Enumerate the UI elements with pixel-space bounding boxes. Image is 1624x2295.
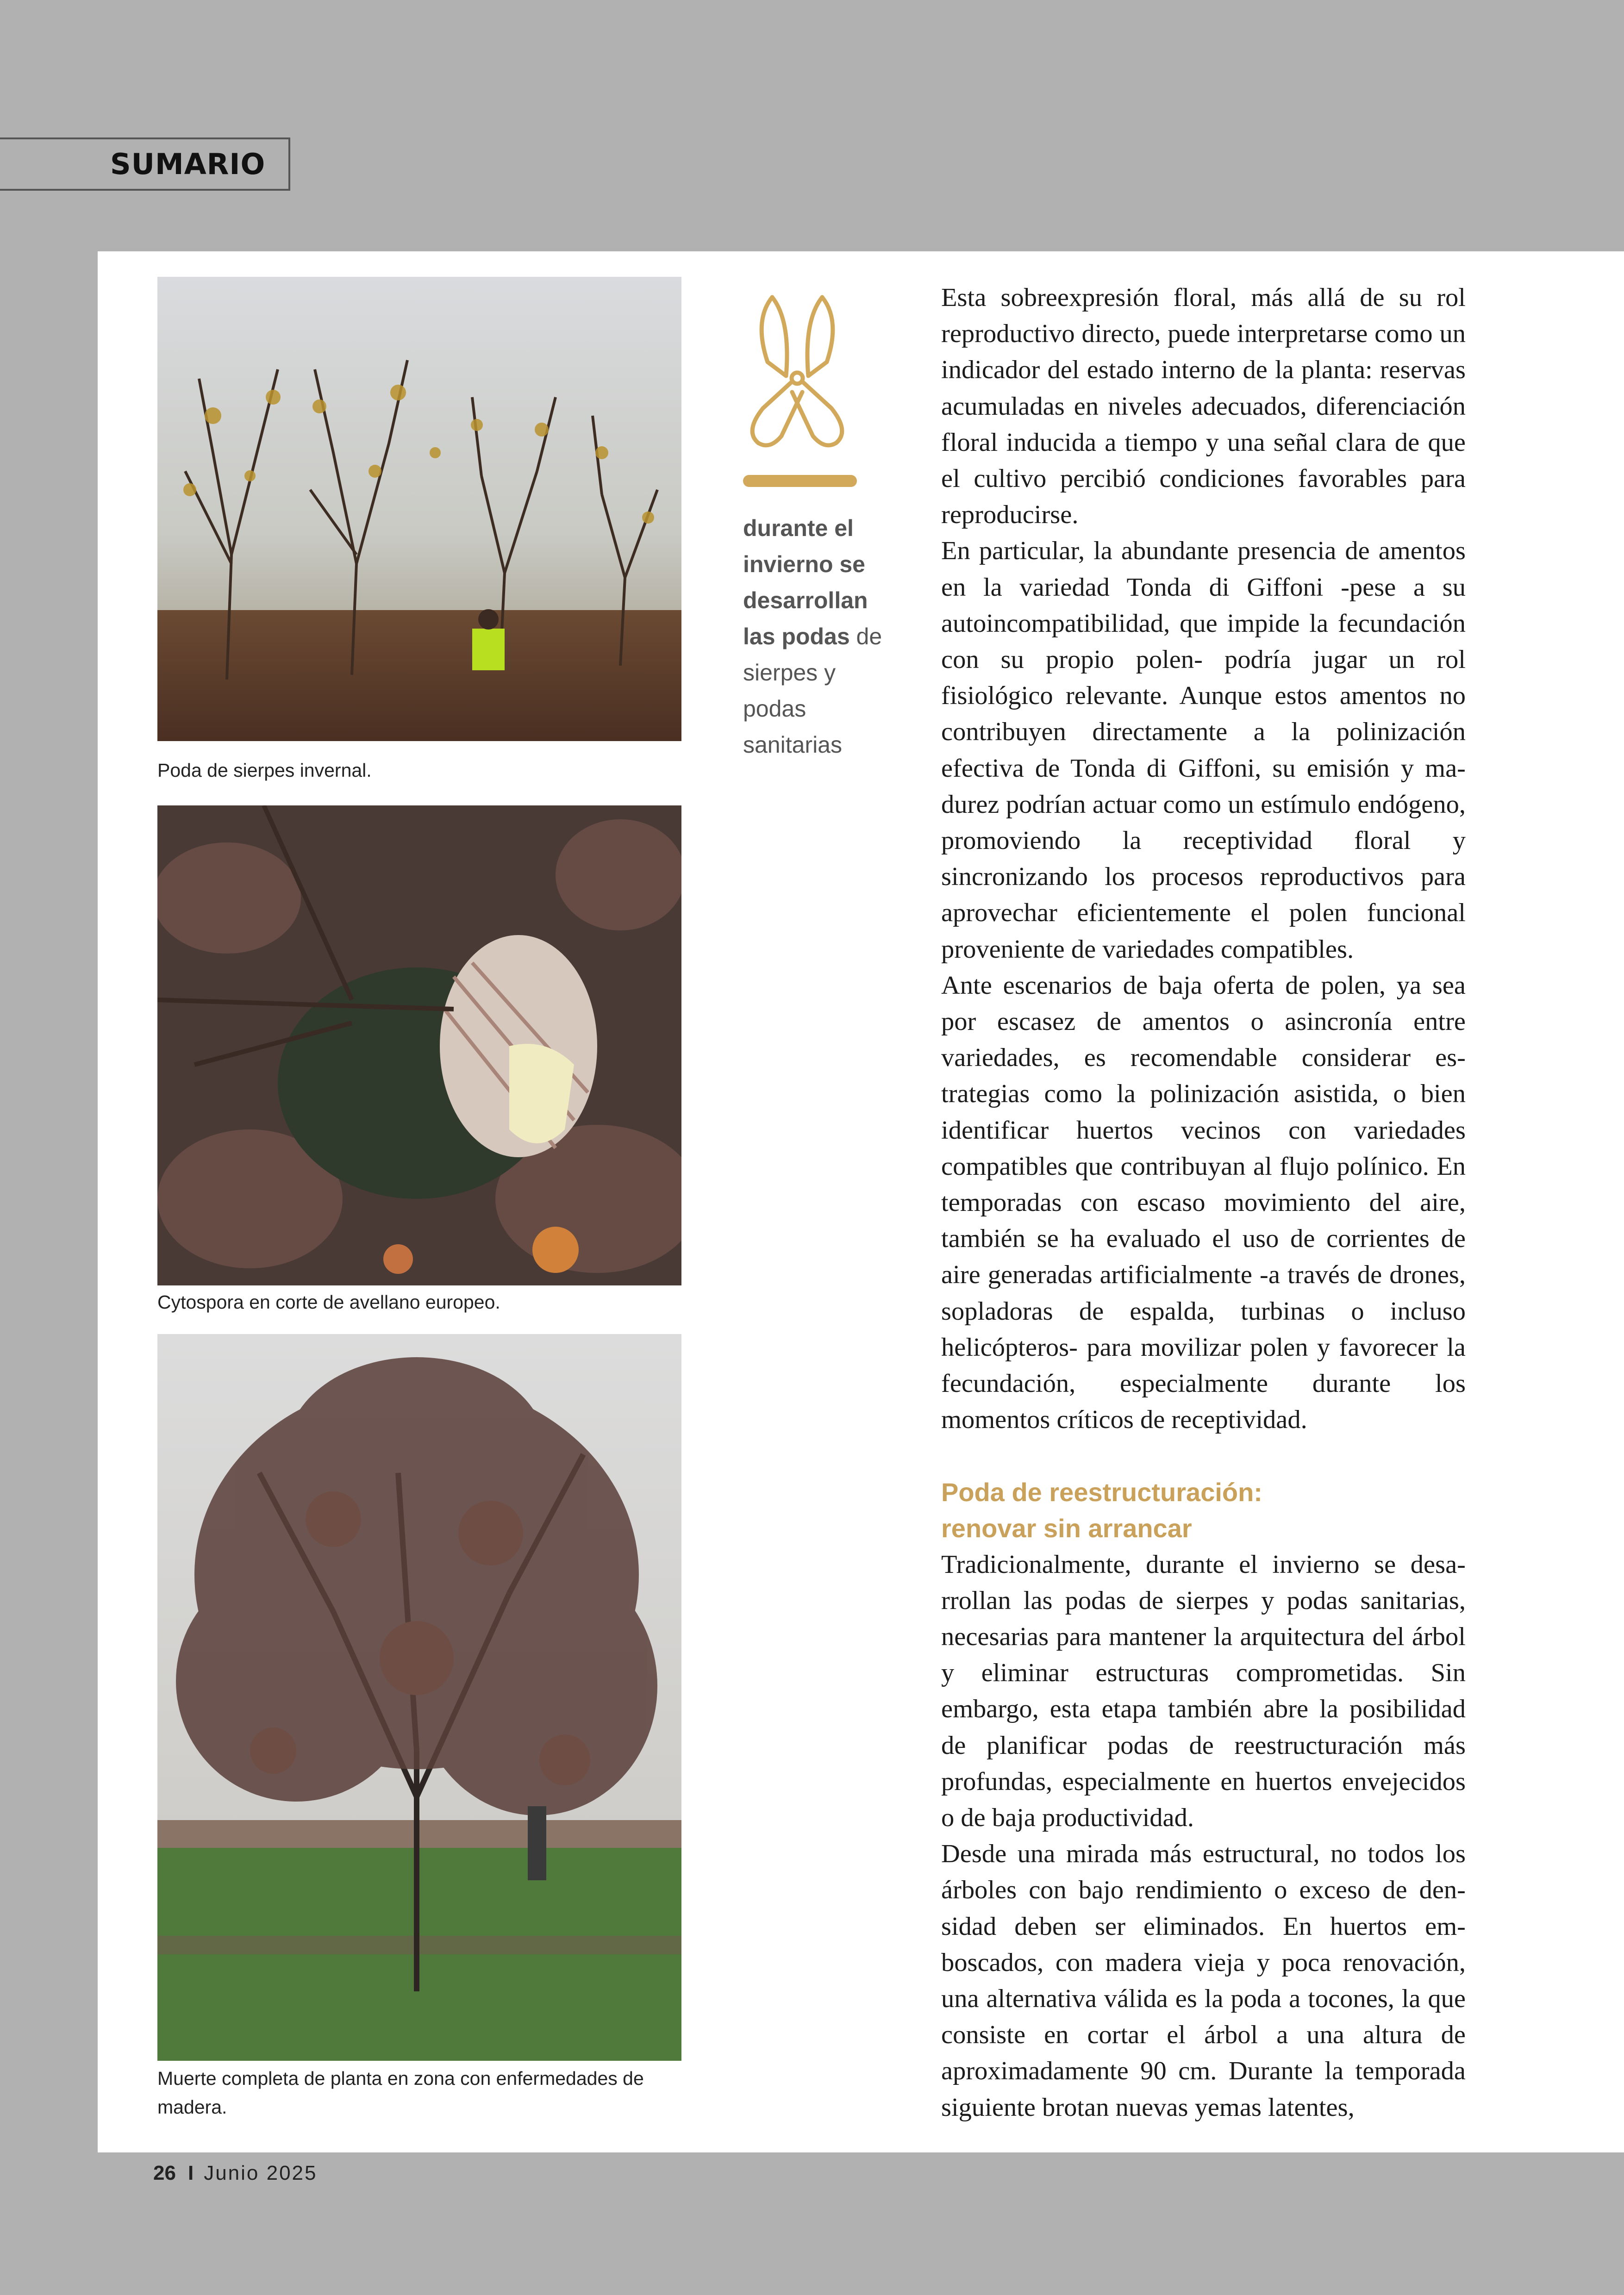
subheading-line: renovar sin arrancar	[941, 1513, 1192, 1543]
page-number: 26	[153, 2162, 176, 2184]
pull-quote-bold: durante el invierno se desarrollan las podas	[743, 515, 868, 649]
article-paragraph: Ante escenarios de baja oferta de polen, ya sea por escasez de amentos o asincronía entre variedades, es recomendable considerar estrategias como la polinización asistida, o bien identificar huertos vecinos con variedades compatibles que contribuyan al flujo polínico. En temporadas con escaso movimiento del aire, también se ha evaluado el uso de corrientes de aire generadas artificialmente -a través de drones, sopladoras de espalda, turbinas o incluso helicópteros- para movilizar polen y favorecer la fecundación, especialmente durante los momentos críticos de receptividad.	[941, 971, 1466, 1434]
footer-separator: I	[187, 2162, 194, 2184]
article-paragraph: Desde una mirada más estructural, no todos los árboles con bajo rendimiento o exceso de densidad deben ser eliminados. En huertos emboscados, con madera vieja y poca renovación, una alternativa válida es la poda a tocones, la que consiste en cortar el árbol a una altura de aproximadamente 90 cm. Durante la temporada siguiente brotan nuevas yemas latentes,	[941, 1840, 1466, 2122]
photo-cytospora-cut	[157, 805, 681, 1285]
section-label: SUMARIO	[110, 147, 266, 181]
accent-bar	[743, 475, 857, 487]
issue-date: Junio 2025	[204, 2162, 318, 2184]
article-paragraph: En particular, la abundante presencia de amentos en la variedad Tonda di Giffoni -pese a su autoincompatibilidad, que impide la fecundación con su propio polen- podría jugar un rol fisiológico relevante. Aunque estos amentos no contribuyen directamente a la polinización efectiva de Tonda di Giffoni, su emisión y madurez podrían actuar como un estímulo endógeno, promoviendo la receptividad floral y sincronizando los procesos reproductivos para aprovechar eficientemente el polen funcional proveniente de variedades compatibles.	[941, 536, 1466, 964]
pruning-shears-icon	[735, 293, 859, 450]
article-subheading	[941, 1474, 1466, 1547]
photo-caption: Poda de sierpes invernal.	[157, 760, 372, 781]
photo-caption: Muerte completa de planta en zona con enfermedades de madera.	[157, 2068, 644, 2118]
article-paragraph: Esta sobreexpresión floral, más allá de su rol reproductivo directo, puede interpretarse como un indicador del estado interno de la planta: reservas acumuladas en niveles adecuados, diferenciación floral inducida a tiempo y una señal clara de que el cultivo percibió condiciones favorables para reproducirse.	[941, 283, 1466, 530]
photo-dead-plant	[157, 1334, 681, 2061]
photo-caption: Cytospora en corte de avellano europeo.	[157, 1291, 500, 1313]
subheading-line: Poda de reestructuración:	[941, 1477, 1262, 1507]
pull-quote	[743, 510, 896, 763]
page-footer	[153, 2162, 317, 2185]
photo-winter-pruning	[157, 277, 681, 741]
article-body	[941, 280, 1466, 2126]
article-paragraph: Tradicionalmente, durante el invierno se desarrollan las podas de sierpes y podas sanitarias, necesarias para mantener la arquitectura del árbol y eliminar estructuras comprometidas. Sin embargo, esta etapa también abre la posibilidad de planificar podas de reestructuración más profundas, especialmente en huertos envejecidos o de baja productividad.	[941, 1550, 1466, 1832]
pull-quote-regular: de sierpes y podas sanitarias	[743, 624, 882, 758]
